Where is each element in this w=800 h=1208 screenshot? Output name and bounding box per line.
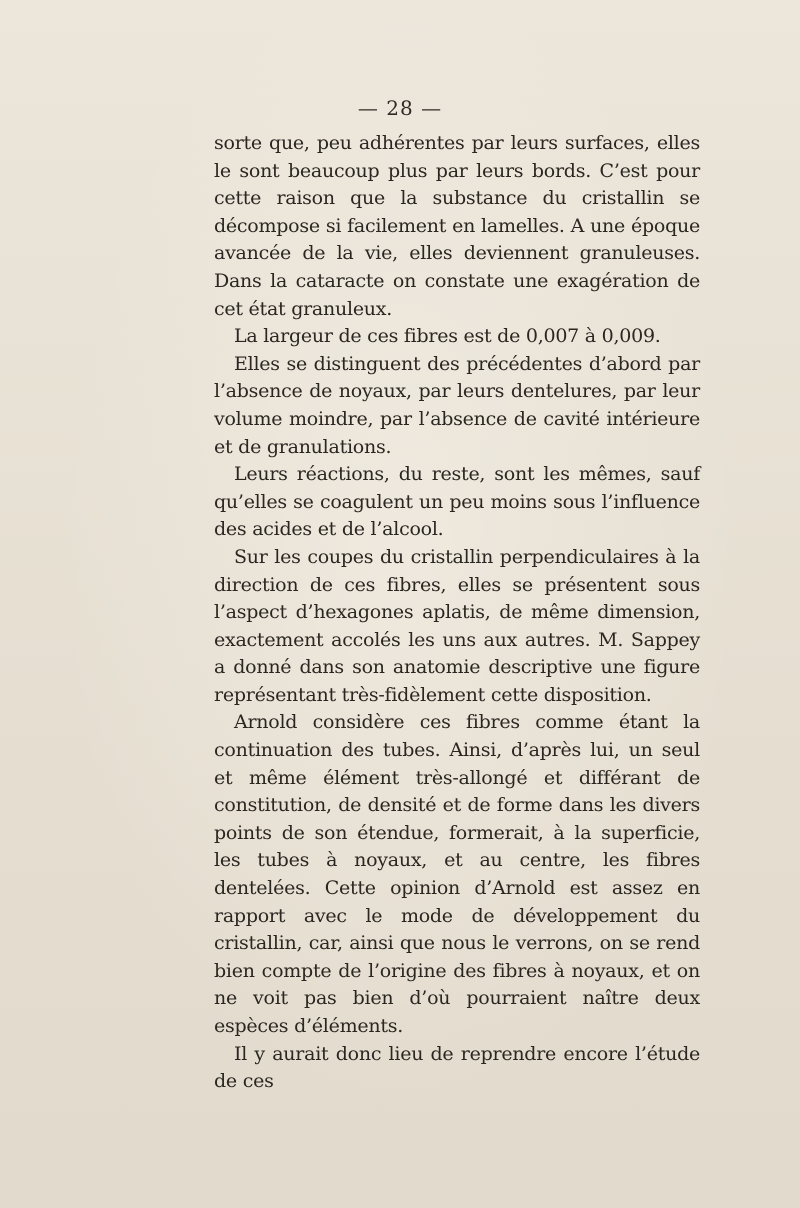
paragraph-conclusion: Il y aurait donc lieu de reprendre encore l’étude de ces	[214, 1042, 700, 1093]
paragraph-arnold: Arnold considère ces fibres comme étant la continuation des tubes. Ainsi, d’après lui, un seul et même élément très-allongé et différant de constitution, de densité et de forme dans les divers points de son étendue, formerait, à la superficie, les tubes à noyaux, et au centre, les fibres dentelées. Cette opinion d’Arnold est assez en rapport avec le mode de développement du cristallin, car, ainsi que nous le verrons, on se rend bien compte de l’origine des fibres à noyaux, et on ne voit pas bien d’où pourraient naître deux espèces d’éléments.	[214, 711, 700, 1037]
body-text	[214, 130, 700, 1096]
paragraph-sections: Sur les coupes du cristallin perpendiculaires à la direction de ces fibres, elles se présentent sous l’aspect d’hexagones aplatis, de même dimension, exactement accolés les uns aux autres. M. Sappey a donné dans son anatomie descriptive une figure représentant très-fidèlement cette disposition.	[214, 545, 700, 706]
paragraph-continuation: sorte que, peu adhérentes par leurs surfaces, elles le sont beaucoup plus par leurs bords. C’est pour cette raison que la substance du cristallin se décompose si facilement en lamelles. A une époque avancée de la vie, elles deviennent granuleuses. Dans la cataracte on constate une exagération de cet état granuleux.	[214, 132, 700, 320]
page-number: — 28 —	[357, 96, 443, 120]
paragraph-distinctions: Elles se distinguent des précédentes d’abord par l’absence de noyaux, par leurs dentelures, par leur volume moindre, par l’absence de cavité intérieure et de granulations.	[214, 352, 700, 458]
paragraph-reactions: Leurs réactions, du reste, sont les mêmes, sauf qu’elles se coagulent un peu moins sous l’influence des acides et de l’alcool.	[214, 463, 700, 541]
paragraph-fiber-width: La largeur de ces fibres est de 0,007 à 0,009.	[234, 325, 661, 348]
